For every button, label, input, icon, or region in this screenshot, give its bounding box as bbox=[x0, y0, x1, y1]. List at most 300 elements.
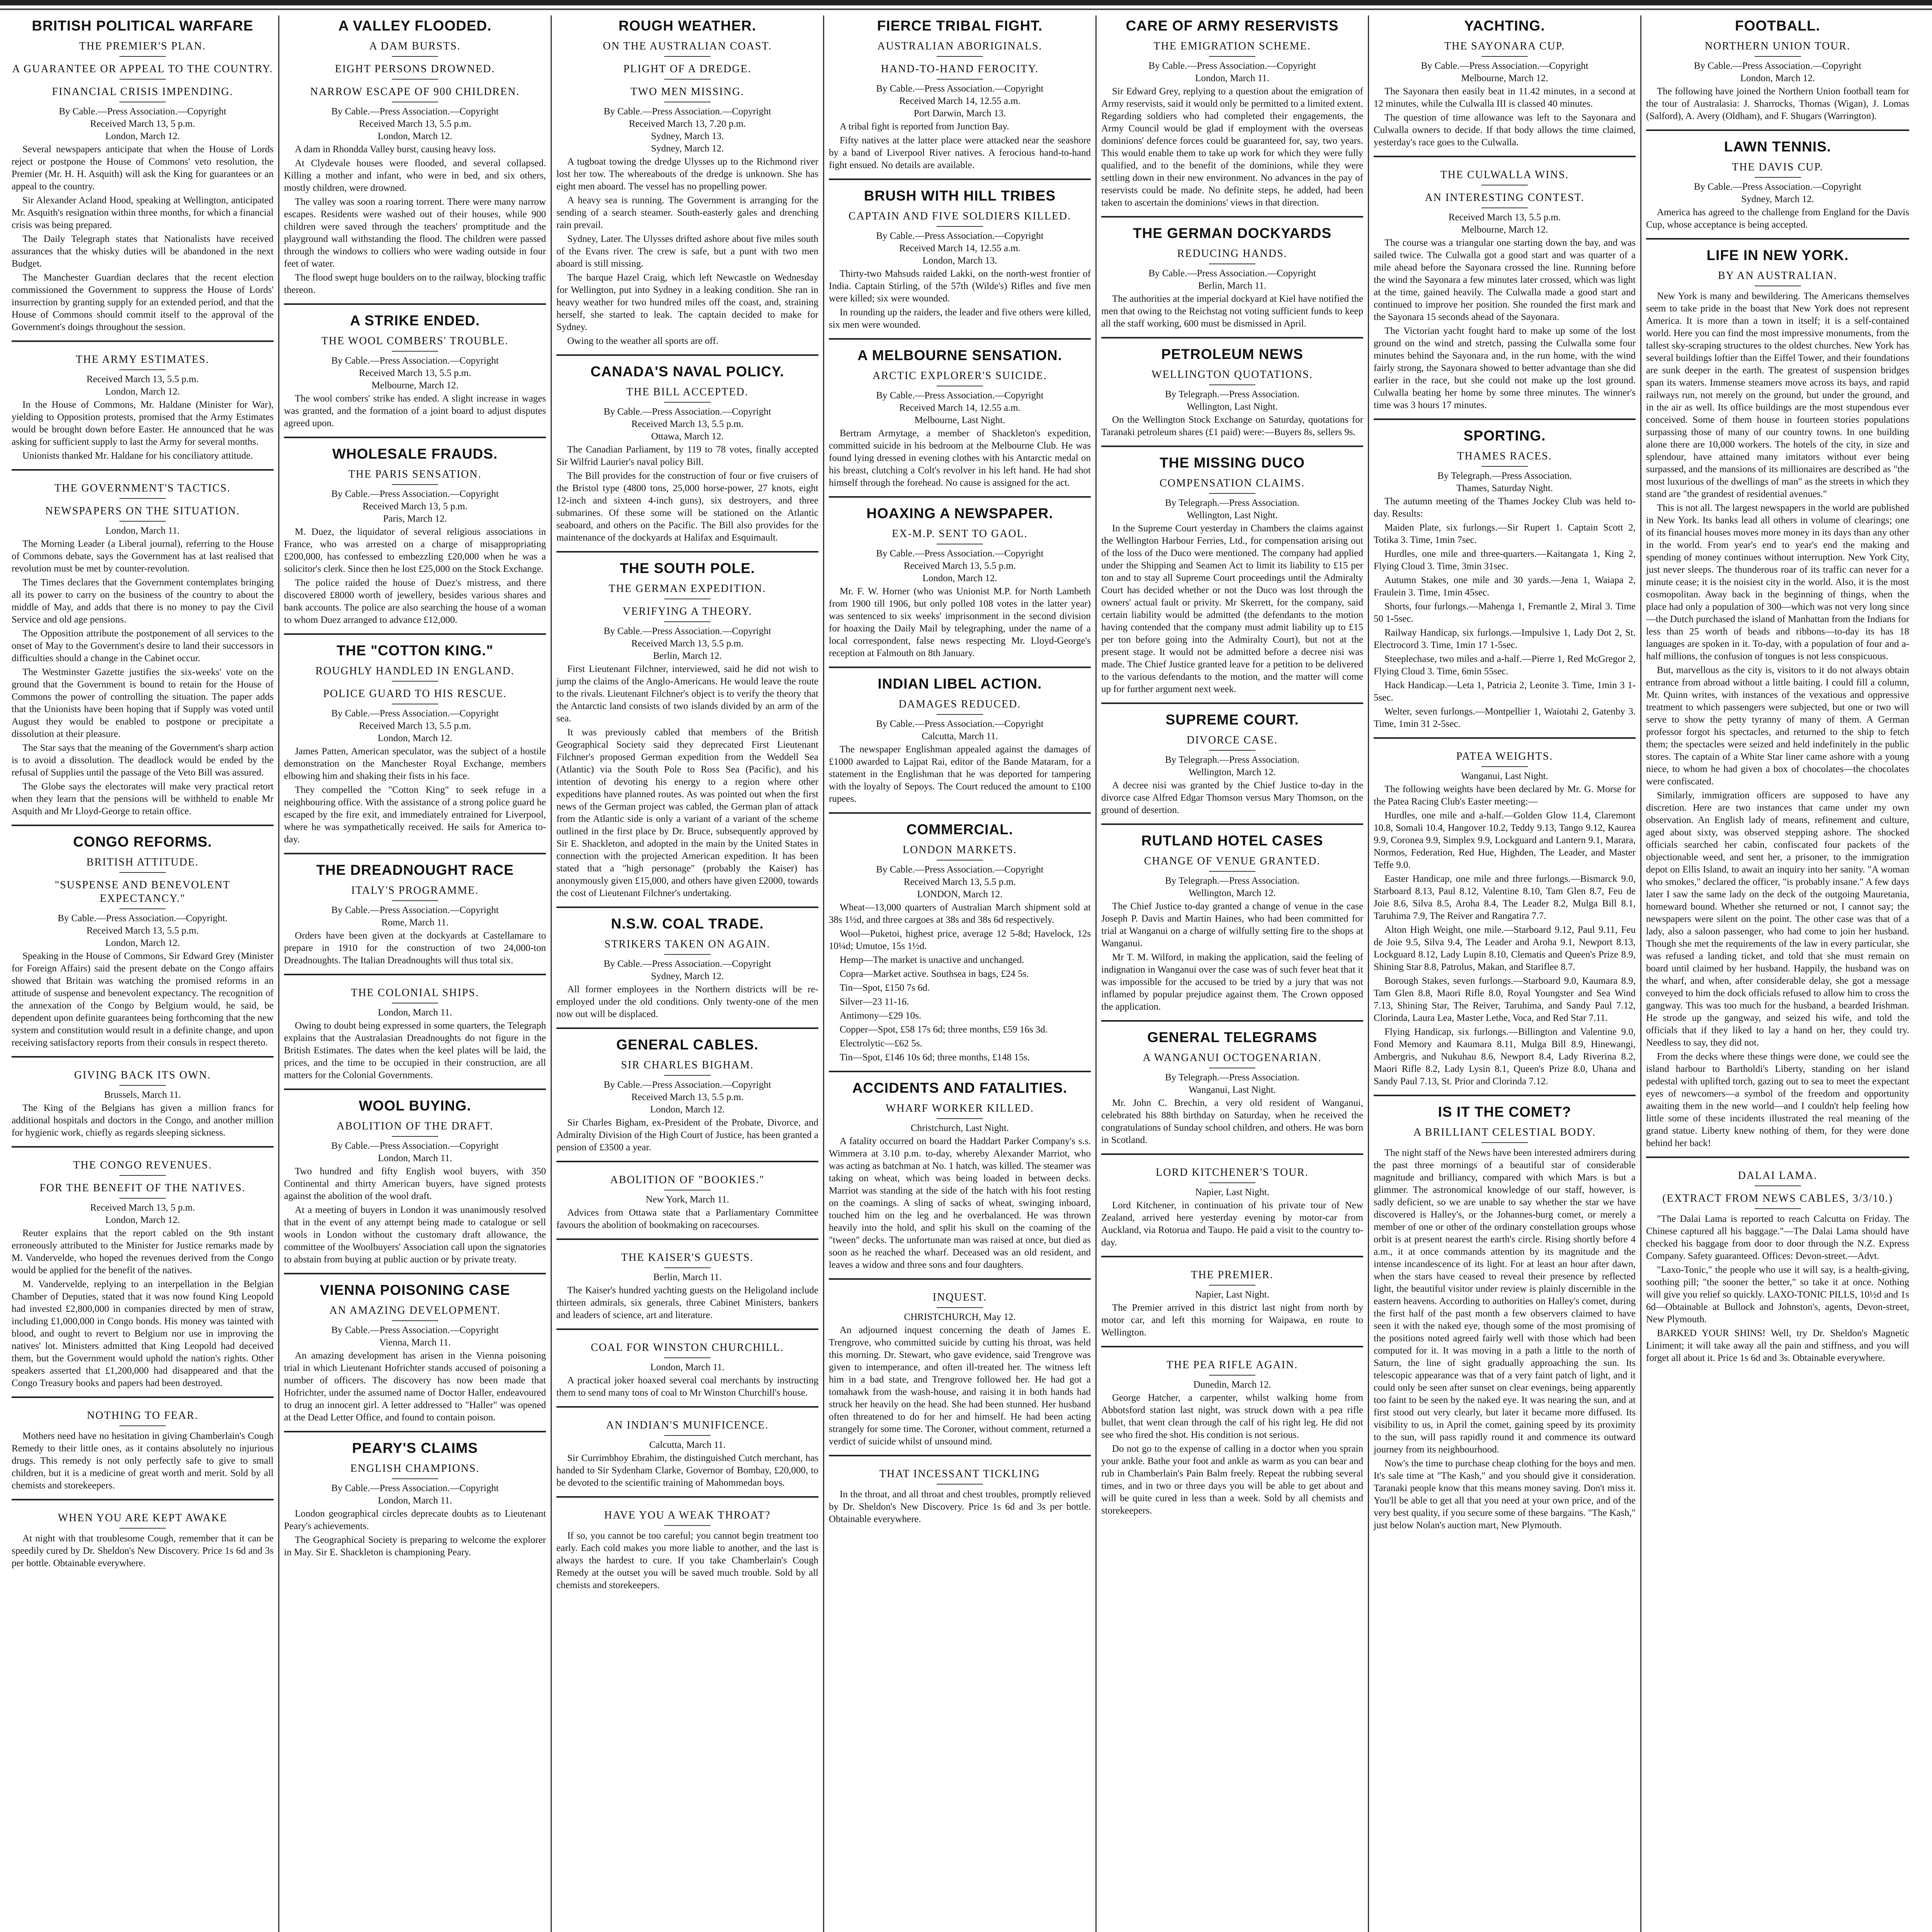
article-subhead: PLIGHT OF A DREDGE. bbox=[623, 63, 752, 75]
article-paragraph: A decree nisi was granted by the Chief Justice to-day in the divorce case Alfred Edgar Thomson versus Mary Thomson, on the ground of desertion. bbox=[1101, 780, 1363, 815]
article-dateline: Received March 13, 5.5 p.m. bbox=[903, 561, 1016, 571]
article bbox=[284, 633, 546, 846]
column-7 bbox=[1641, 15, 1914, 1932]
article-subhead: BY AN AUSTRALIAN. bbox=[1718, 270, 1838, 282]
article-dateline: Wellington, March 12. bbox=[1189, 888, 1276, 898]
article-paragraph: Sir Currimbhoy Ebrahim, the distinguished Cutch merchant, has handed to Sir Sydenham Clarke, Governor of Bombay, £20,000, to be devoted to the scientific training of Mahommedan boys. bbox=[556, 1453, 818, 1488]
article-dateline: Paris, March 12. bbox=[383, 514, 447, 524]
article-dateline: Thames, Saturday Night. bbox=[1456, 483, 1553, 493]
article-paragraph: At a meeting of buyers in London it was unanimously resolved that in the event of any attempt being made to catalogue or sell wools in London without the customary draft allowance, the committee of the Woolbuyers' Association call upon the signatories to abstain from buying at public auction or by private treaty. bbox=[284, 1205, 546, 1265]
article-paragraph: Antimony—£29 10s. bbox=[840, 1010, 922, 1021]
article bbox=[12, 1056, 274, 1139]
article-paragraph: The valley was soon a roaring torrent. There were many narrow escapes. Residents were washed out of their houses, while 900 children were saved through the teachers' promptitude and the playground wall withstanding the flood. The children were passed through the windows to colliers who were wading outside in four feet of water. bbox=[284, 197, 546, 269]
article-paragraph: The wool combers' strike has ended. A slight increase in wages was granted, and the formation of a joint board to adjust disputes agreed upon. bbox=[284, 393, 546, 429]
subhead-divider bbox=[664, 1075, 711, 1076]
article-subhead: THAMES RACES. bbox=[1457, 450, 1552, 462]
article-dateline: Received March 13, 5.5 p.m. bbox=[1448, 212, 1561, 223]
article-dateline: By Cable.—Press Association.—Copyright bbox=[331, 1325, 499, 1335]
article-dateline: Received March 14, 12.55 a.m. bbox=[899, 403, 1020, 413]
article-paragraph: A fatality occurred on board the Haddart Parker Company's s.s. Wimmera at 3.10 p.m. to-day, whereby Alexander Marriot, who was acting as batchman at No. 1 hatch, was killed. The steamer was taking on wheat, which was being loaded in between decks. Marriot was standing at the side of the hatch with his foot resting on the coamings. A sling of sacks of wheat, swinging inboard, touched him on the leg and he overbalanced. He was thrown heavily into the hold, and split his skull on the coaming of the "tween" decks. The unfortunate man was raised at once, but died as soon as he reached the wharf. Deceased was an old resident, and leaves a widow and three sons and four daughters. bbox=[829, 1136, 1091, 1270]
article-paragraph: But, marvellous as the city is, visitors to it do not always obtain entrance from abroad without a little baiting. I could fill a column, Mr. Quinn writes, with instances of the vexatious and oppressive treatment to which passengers were subjected, but one or two will serve to show the petty tyranny of many of them. A German professor forgot his spectacles, and returned to the ship to fetch them; the spectacles were seized and held indefinitely in the public stores. The captain of a White Star liner came ashore with a young niece, to whom he had given a box of chocolates—the chocolates were confiscated. bbox=[1646, 665, 1909, 787]
subhead-divider bbox=[1209, 1375, 1255, 1376]
article-dateline: Sydney, March 12. bbox=[651, 143, 724, 154]
subhead-divider bbox=[1755, 1208, 1801, 1209]
article-paragraph: Sydney, Later. The Ulysses drifted ashore about five miles south of the Evans river. The crew is safe, but a punt with two men aboard is still missing. bbox=[556, 234, 818, 269]
article-paragraph: In rounding up the raiders, the leader and five others were killed, six men were wounded. bbox=[829, 307, 1091, 330]
article-dateline: By Cable.—Press Association.—Copyright bbox=[604, 626, 771, 636]
article-paragraph: Owing to doubt being expressed in some quarters, the Telegraph explains that the Australasian Dreadnoughts do not figure in the British Estimates. The dates when the keel plates will be laid, the prices, and the time to be occupied in their construction, are all matters for the Colonial Governments. bbox=[284, 1020, 546, 1080]
article-headline: BRITISH POLITICAL WARFARE bbox=[32, 18, 253, 34]
article-paragraph: Flying Handicap, six furlongs.—Billington and Valentine 9.0, Fond Memory and Kaumara 8.11, Mulga Bill 8.9, Hinewangi, Ambergris, and Nukuhau 8.6, Newport 8.4, Lady Riverina 8.2, Maori Rifle 8.2, Lady Lysin 8.1, Queen's Prize 8.0, Uhana and Sandy Paul 7.13, St. Prior and Clorinda 7.12. bbox=[1374, 1027, 1636, 1087]
article bbox=[829, 812, 1091, 1064]
article-subhead: THE PREMIER. bbox=[1191, 1269, 1274, 1281]
article-paragraph: Lord Kitchener, in continuation of his private tour of New Zealand, arrived here yesterday evening by motor-car from Auckland, via Rotorua and Taupo. He paid a visit to the country to-day. bbox=[1101, 1200, 1363, 1248]
article-subhead: ROUGHLY HANDLED IN ENGLAND. bbox=[315, 665, 515, 677]
article-dateline: London, March 11. bbox=[378, 1153, 452, 1163]
article-paragraph: Borough Stakes, seven furlongs.—Starboard 9.0, Kaumara 8.9, Tam Glen 8.8, Maori Rifle 8.0, Royal Youngster and Sea Wind 7.13, Shining Star, The Reiver, Taruhima, and Sandy Paul 7.12, Clorinda, Laura Lea, Master Lethe, Voca, and Red Star 7.11. bbox=[1374, 976, 1636, 1023]
article-paragraph: The Premier arrived in this district last night from north by motor car, and left this morning for Waipawa, en route to Wellington. bbox=[1101, 1303, 1363, 1338]
article-headline: GENERAL TELEGRAMS bbox=[1147, 1029, 1317, 1045]
article-dateline: By Cable.—Press Association.—Copyright bbox=[876, 864, 1044, 875]
article bbox=[12, 825, 274, 1049]
article-dateline: Received March 13, 5 p.m. bbox=[362, 501, 468, 512]
article bbox=[1101, 216, 1363, 330]
article-headline: ROUGH WEATHER. bbox=[618, 18, 757, 34]
subhead-divider bbox=[937, 79, 983, 80]
article-subhead: COAL FOR WINSTON CHURCHILL. bbox=[591, 1342, 784, 1354]
article-subhead: DAMAGES REDUCED. bbox=[898, 698, 1021, 710]
article-paragraph: Sir Charles Bigham, ex-President of the Probate, Divorce, and Admiralty Division of the High Court of Justice, has been granted a pension of £3500 a year. bbox=[556, 1117, 818, 1153]
article-paragraph: Similarly, immigration officers are supposed to have any discretion. Here are two instances that came under my own observation. An English lady of means, refinement and culture, aged about sixty, was observed stepping ashore. The shocked officials searched her cabin, confiscated four packets of the objectionable weed, and sent her, a prisoner, to the immigration depot on Ellis Island, to await an inquiry into her sanity. "A woman who smokes," declared the officer, "is probably insane." A few days later I saw the same lady on the deck of the outgoing Mauretania, homeward bound. Whether she returned or not, I cannot say; the newspapers were silent on the point. The other case was that of a lady, also a saloon passenger, who had come to join her husband. Though she met the requirements of the law in every particular, she was refused a landing ticket, and told that she must remain on board until claimed by her husband. Happily, the husband was on the wharf, and when, after considerable delay, she got a message conveyed to him the dock officials refused to allow him to cross the gangway. This was too much for the husband, a bearded Irishman. He strode up the gangway, and seized his wife, and told the officials that if they liked to lay a hand on her, they could try. Needless to say, they did not. bbox=[1646, 790, 1909, 1048]
article-subhead: INQUEST. bbox=[932, 1291, 987, 1303]
subhead-divider bbox=[664, 402, 711, 403]
columns-container bbox=[7, 15, 1932, 1932]
subhead-divider bbox=[664, 1357, 711, 1358]
article-dateline: By Cable.—Press Association.—Copyright bbox=[59, 106, 226, 117]
article-subhead: HAND-TO-HAND FEROCITY. bbox=[881, 63, 1039, 75]
article-dateline: Received March 13, 5.5 p.m. bbox=[359, 368, 471, 378]
article bbox=[12, 340, 274, 462]
article-dateline: Port Darwin, March 13. bbox=[913, 108, 1006, 119]
subhead-divider bbox=[1209, 1182, 1255, 1183]
column-4 bbox=[824, 15, 1097, 1932]
subhead-divider bbox=[119, 1425, 166, 1426]
article-subhead: THE GOVERNMENT'S TACTICS. bbox=[54, 482, 231, 494]
article-dateline: London, March 11. bbox=[378, 1495, 452, 1506]
article-paragraph: The Canadian Parliament, by 119 to 78 votes, finally accepted Sir Wilfrid Laurier's naval policy Bill. bbox=[556, 444, 818, 467]
article-paragraph: The Geographical Society is preparing to welcome the explorer in May. Sir E. Shackleton is championing Peary. bbox=[284, 1535, 546, 1558]
article-dateline: LONDON, March 12. bbox=[917, 889, 1003, 900]
article-dateline: Napier, Last Night. bbox=[1195, 1289, 1269, 1300]
article-paragraph: Tin—Spot, £150 7s 6d. bbox=[840, 983, 930, 993]
subhead-divider bbox=[937, 226, 983, 227]
article-dateline: London, March 11. bbox=[105, 526, 180, 536]
article-dateline: By Cable.—Press Association.—Copyright bbox=[876, 719, 1044, 729]
article-subhead: THE ARMY ESTIMATES. bbox=[76, 354, 209, 366]
subhead-divider bbox=[1481, 1142, 1528, 1143]
article-paragraph: Copra—Market active. Southsea in bags, £24 5s. bbox=[840, 969, 1029, 979]
article-paragraph: Maiden Plate, six furlongs.—Sir Rupert 1. Captain Scott 2, Totika 3. Time, 1min 7sec. bbox=[1374, 522, 1636, 545]
article-dateline: Brussels, March 11. bbox=[104, 1090, 181, 1100]
article-dateline: London, March 12. bbox=[378, 131, 452, 141]
subhead-divider bbox=[1481, 207, 1528, 208]
article-paragraph: In the House of Commons, Mr. Haldane (Minister for War), yielding to Opposition protests, promised that the Army Estimates would be brought down before Easter. He announced that he was asking for sufficient supply to last the Army for several months. bbox=[12, 400, 274, 447]
article-dateline: Received March 14, 12.55 a.m. bbox=[899, 96, 1020, 106]
article-dateline: By Telegraph.—Press Association. bbox=[1165, 876, 1299, 886]
article-paragraph: Hemp—The market is unactive and unchanged. bbox=[840, 955, 1024, 965]
article-paragraph: Mr. John C. Brechin, a very old resident of Wanganui, celebrated his 88th birthday on Saturday, when he received the congratulations of Sunday school children, and others. He was born in Scotland. bbox=[1101, 1098, 1363, 1145]
article-headline: YACHTING. bbox=[1464, 18, 1545, 34]
article bbox=[556, 354, 818, 544]
article-subhead: THE PEA RIFLE AGAIN. bbox=[1166, 1359, 1298, 1371]
article bbox=[284, 974, 546, 1082]
article-subhead: BRITISH ATTITUDE. bbox=[86, 856, 199, 868]
article bbox=[12, 1146, 274, 1389]
article-headline: A STRIKE ENDED. bbox=[350, 313, 480, 328]
subhead-divider bbox=[392, 900, 438, 901]
article-dateline: By Cable.—Press Association.—Copyright bbox=[604, 406, 771, 417]
article-dateline: Dunedin, March 12. bbox=[1193, 1379, 1271, 1390]
article-dateline: London, March 11. bbox=[650, 1362, 725, 1372]
article-dateline: Wellington, March 12. bbox=[1189, 767, 1276, 777]
article-headline: THE MISSING DUCO bbox=[1160, 455, 1305, 471]
article-dateline: Wellington, Last Night. bbox=[1187, 510, 1278, 520]
article-subhead: THE BILL ACCEPTED. bbox=[626, 386, 748, 398]
article-paragraph: The following have joined the Northern Union football team for the tour of Australasia: J. Sharrocks, Thomas (Wigan), J. Lomas (Salford), A. Avery (Oldham), and F. Shugars (Warrington). bbox=[1646, 86, 1909, 121]
article-headline: CONGO REFORMS. bbox=[73, 834, 212, 850]
subhead-divider bbox=[392, 1136, 438, 1137]
article bbox=[1374, 18, 1636, 149]
article bbox=[829, 1278, 1091, 1448]
article-paragraph: A dam in Rhondda Valley burst, causing heavy loss. bbox=[295, 144, 496, 155]
article-dateline: Melbourne, Last Night. bbox=[914, 415, 1005, 425]
subhead-divider bbox=[1481, 56, 1528, 57]
article-subhead: THAT INCESSANT TICKLING bbox=[879, 1468, 1041, 1480]
article-dateline: Received March 14, 12.55 a.m. bbox=[899, 243, 1020, 253]
subhead-divider bbox=[392, 56, 438, 57]
article-dateline: Received March 13, 5.5 p.m. bbox=[359, 119, 471, 129]
subhead-divider bbox=[664, 1525, 711, 1526]
article-paragraph: George Hatcher, a carpenter, whilst walking home from Abbotsford station last night, was struck down with a pea rifle bullet, that went clean through the calf of his right leg. He did not see who fired the shot. His condition is not serious. bbox=[1101, 1393, 1363, 1440]
article-subhead: A BRILLIANT CELESTIAL BODY. bbox=[1413, 1126, 1596, 1138]
article-subhead: WELLINGTON QUOTATIONS. bbox=[1151, 369, 1313, 381]
article-subhead: VERIFYING A THEORY. bbox=[622, 605, 752, 617]
article-dateline: By Cable.—Press Association.—Copyright bbox=[331, 708, 499, 719]
article-paragraph: Wool—Puketoi, highest price, average 12 5-8d; Havelock, 12s 10¼d; Umutoe, 15s 1½d. bbox=[829, 929, 1091, 951]
article-headline: A VALLEY FLOODED. bbox=[338, 18, 492, 34]
article-paragraph: "Laxo-Tonic," the people who use it will say, is a health-giving, soothing pill; "the sooner the better," so take it at once. Nothing will give you relief so quickly. LAXO-TONIC PILLS, 10½d and 1s 6d—Obtainable at Bullock and Johnston's, agents, Devon-street, New Plymouth. bbox=[1646, 1265, 1909, 1325]
article bbox=[556, 1406, 818, 1489]
article bbox=[12, 1499, 274, 1570]
article-paragraph: Silver—23 11-16. bbox=[840, 997, 909, 1007]
subhead-divider bbox=[1209, 493, 1255, 494]
article-dateline: Calcutta, March 11. bbox=[649, 1440, 726, 1450]
subhead-divider bbox=[1209, 56, 1255, 57]
article-paragraph: James Patten, American speculator, was the subject of a hostile demonstration on the Manchester Royal Exchange, members elbowing him and shaking their fists in his face. bbox=[284, 746, 546, 781]
article-dateline: Sydney, March 13. bbox=[651, 131, 724, 141]
article-paragraph: The Daily Telegraph states that Nationalists have received assurances that the whisky duties will be abandoned in the next Budget. bbox=[12, 234, 274, 269]
subhead-divider bbox=[664, 1435, 711, 1436]
article-dateline: Received March 13, 5.5 p.m. bbox=[631, 419, 744, 429]
article-paragraph: Mr T. M. Wilford, in making the application, said the feeling of indignation in Wanganui over the case was of such fever heat that it was impossible for the accused to be tried by a jury that was not inflamed by popular prejudice against them. The Crown opposed the application. bbox=[1101, 952, 1363, 1012]
article-dateline: Berlin, March 12. bbox=[653, 651, 722, 661]
article-paragraph: This is not all. The largest newspapers in the world are published in New York. Its banks lead all others in volume of clearings; one of its financial houses moves more money in its days than any other in the world. From year's end to year's end the making and spending of money continues without interruption. New York City, just never sleeps. The thunderous roar of its traffic can never for a minute cease; it is the noisiest city in the world. Also, it is the most cosmopolitan. Away back in the beginning of things, when the place had only a population of 300—which was not very long since—the Dutch purchased the island of Manhattan from the Indians for less than 25 worth of beads and ribbons—to-day its has 18 languages are spoken in it. To-day, with a population of four and a-half millions, the confusion of tongues is not less conspicuous. bbox=[1646, 503, 1909, 662]
article-dateline: By Telegraph.—Press Association. bbox=[1165, 1072, 1299, 1083]
article-subhead: SIR CHARLES BIGHAM. bbox=[621, 1059, 754, 1071]
article-paragraph: A tribal fight is reported from Junction Bay. bbox=[840, 121, 1009, 132]
subhead-divider bbox=[1481, 466, 1528, 467]
article-paragraph: Tin—Spot, £146 10s 6d; three months, £148 15s. bbox=[840, 1052, 1030, 1063]
article-subhead: ABOLITION OF THE DRAFT. bbox=[337, 1120, 493, 1132]
article bbox=[829, 179, 1091, 331]
subhead-divider bbox=[664, 79, 711, 80]
subhead-divider bbox=[937, 860, 983, 861]
article-subhead: LONDON MARKETS. bbox=[903, 844, 1017, 856]
article bbox=[1374, 737, 1636, 1088]
subhead-divider bbox=[1755, 1185, 1801, 1186]
article-paragraph: "The Dalai Lama is reported to reach Calcutta on Friday. The Chinese captured all his baggage."—The Dalai Lama should have checked his baggage from door to door through the N.Z. Express Company. Safety guaranteed. Offices: Devon-street.—Advt. bbox=[1646, 1214, 1909, 1261]
article bbox=[284, 18, 546, 296]
article-dateline: London, March 12. bbox=[1740, 73, 1815, 83]
article-dateline: London, March 12. bbox=[105, 386, 180, 397]
article-paragraph: An amazing development has arisen in the Vienna poisoning trial in which Lieutenant Hofrichter stands accused of poisoning a number of officers. The discovery has now been made that Hofrichter, under the assumed name of Doctor Haller, endeavoured to drug an innocent girl. A letter addressed to "Haller" was opened at the Dead Letter Office, and found to contain poison. bbox=[284, 1350, 546, 1423]
article-dateline: By Cable.—Press Association.—Copyright bbox=[876, 83, 1044, 94]
article-dateline: By Cable.—Press Association.—Copyright bbox=[331, 355, 499, 366]
subhead-divider bbox=[392, 1320, 438, 1321]
article-subhead: ITALY'S PROGRAMME. bbox=[351, 884, 479, 896]
article-paragraph: M. Vandervelde, replying to an interpellation in the Belgian Chamber of Deputies, stated that it was now found King Leopold had invested £2,800,000 in companies directed by men of straw, including £1,000,000 in Congo bonds. His money was tainted with blood, and ought to revert to Belgium nor use in improving the natives' lot. Ministers admitted that King Leopold had deceived them, but the Government would uphold the nation's rights. Other speakers asserted that £1,200,000 had disappeared and that the Congo Treasury books and papers had been destroyed. bbox=[12, 1279, 274, 1388]
article bbox=[1646, 238, 1909, 1150]
article bbox=[1374, 156, 1636, 412]
article-paragraph: New York is many and bewildering. The Americans themselves seem to take pride in the boast that New York does not represent America. It is more than a town in itself; it is a self-contained world. Here you can find the most impressive monuments, from the tallest sky-scraping structures to the oldest churches. New York has several buildings loftier than the Eiffel Tower, and their foundations are sunk deeper in the earth. The greatest of suspension bridges span its waters. Immense steamers move across its bays, and rapid railways run, not merely on the ground, but under the ground, and in the air as well. Its office buildings are the most stupendous ever conceived. Some of them house in fourteen stories populations surpassing those of many of our country towns. In one building alone there are 10,000 workers. The hotels of the city, in size and splendour, have attained many imitators without ever being surpassed, and the mansions of its millionaires are described as "the most luxurious of the dwellings of man" as the streets in which they stand are "the grandest of residential avenues." bbox=[1646, 291, 1909, 499]
article-paragraph: Reuter explains that the report cabled on the 9th instant erroneously attributed to the Minister for Justice remarks made by M. Vandervelde, who hoped the revenues derived from the Congo would be applied for the benefit of the natives. bbox=[12, 1228, 274, 1276]
subhead-divider bbox=[1209, 384, 1255, 385]
article-dateline: By Telegraph.—Press Association. bbox=[1165, 755, 1299, 765]
article-subhead: STRIKERS TAKEN ON AGAIN. bbox=[604, 938, 770, 950]
article-paragraph: Several newspapers anticipate that when the House of Lords reject or postpone the House of Commons' veto resolution, the Premier (Mr. H. H. Asquith) will ask the King for guarantees or an appeal to the country. bbox=[12, 144, 274, 192]
article-subhead: PATEA WEIGHTS. bbox=[1456, 750, 1553, 762]
article-paragraph: Owing to the weather all sports are off. bbox=[567, 336, 719, 346]
subhead-divider bbox=[392, 484, 438, 485]
article-paragraph: Welter, seven furlongs.—Montpellier 1, Waiotahi 2, Gatenby 3. Time, 1min 31 2-5sec. bbox=[1374, 706, 1636, 729]
article-subhead: DALAI LAMA. bbox=[1738, 1170, 1818, 1182]
article-paragraph: Speaking in the House of Commons, Sir Edward Grey (Minister for Foreign Affairs) said the present debate on the Congo affairs showed that Britain was watching the promised reforms in an attitude of suspense and benevolent expectancy. The recognition of the annexation of the Congo by Belgium would, he said, be dependent upon definite guarantees being forthcoming that the new system and constitution would result in a definite change, and upon receiving satisfactory reports from their consuls in respect thereto. bbox=[12, 951, 274, 1048]
article-paragraph: Unionists thanked Mr. Haldane for his conciliatory attitude. bbox=[22, 451, 253, 461]
subhead-divider bbox=[392, 79, 438, 80]
article-subhead: AUSTRALIAN ABORIGINALS. bbox=[877, 40, 1043, 52]
subhead-divider bbox=[664, 621, 711, 622]
article-paragraph: The flood swept huge boulders on to the railway, blocking traffic thereon. bbox=[284, 272, 546, 295]
article-subhead: NARROW ESCAPE OF 900 CHILDREN. bbox=[310, 86, 520, 98]
article-paragraph: The Chief Justice to-day granted a change of venue in the case Joseph P. Davis and Martin Haines, who had been committed for trial at Wanganui on a charge of wilfully setting fire to the shops at Wanganui. bbox=[1101, 901, 1363, 949]
article-subhead: LORD KITCHENER'S TOUR. bbox=[1156, 1167, 1309, 1179]
masthead-rule-thin bbox=[0, 9, 1932, 10]
article bbox=[1101, 18, 1363, 209]
article bbox=[556, 1161, 818, 1231]
article-subhead: THE PARIS SENSATION. bbox=[348, 468, 482, 480]
article-paragraph: The barque Hazel Craig, which left Newcastle on Wednesday for Wellington, put into Sydney in a leaking condition. She ran in heavy weather for two hundred miles off the coast, and, straining herself, she started to leak. The captain decided to make for Sydney. bbox=[556, 272, 818, 332]
article-paragraph: The Bill provides for the construction of four or five cruisers of the Bristol type (4800 tons, 25,000 horse-power, 27 knots, eight 12-inch and sixteen 4-inch guns), six destroyers, and three submarines. Of these some will be stationed on the Atlantic seaboard, and others on the Pacific. The Bill also provides for the maintenance of the dockyards at Halifax and Esquimault. bbox=[556, 471, 818, 543]
article bbox=[829, 18, 1091, 172]
subhead-divider bbox=[664, 1267, 711, 1268]
article bbox=[284, 1273, 546, 1424]
article-subhead: ABOLITION OF "BOOKIES." bbox=[610, 1174, 765, 1186]
article-paragraph: The King of the Belgians has given a million francs for additional hospitals and doctors in the Congo, and another million for hygienic work, chiefly as regards sleeping sickness. bbox=[12, 1103, 274, 1138]
subhead-divider bbox=[392, 351, 438, 352]
article-dateline: Received March 13, 5.5 p.m. bbox=[86, 374, 199, 384]
article-dateline: Wanganui, Last Night. bbox=[1189, 1085, 1276, 1095]
article-paragraph: M. Duez, the liquidator of several religious associations in France, who was arrested on a charge of misappropriating £200,000, has confessed to embezzling £20,000 when he was a solicitor's clerk. Since then he lost £25,000 on the Stock Exchange. bbox=[284, 527, 546, 574]
subhead-divider bbox=[119, 521, 166, 522]
column-3 bbox=[552, 15, 824, 1932]
article-dateline: By Cable.—Press Association.—Copyright bbox=[876, 548, 1044, 559]
article-paragraph: Two hundred and fifty English wool buyers, with 350 Continental and thirty American buyers, have signed protests against the abolition of the wool draft. bbox=[284, 1166, 546, 1201]
article-paragraph: The Morning Leader (a Liberal journal), referring to the House of Commons debate, says the Government has at last realised that revolution must be met by counter-revolution. bbox=[12, 539, 274, 574]
article-dateline: By Cable.—Press Association.—Copyright bbox=[331, 106, 499, 117]
article-subhead: THE COLONIAL SHIPS. bbox=[351, 987, 479, 999]
article bbox=[829, 667, 1091, 805]
subhead-divider bbox=[119, 369, 166, 370]
article-subhead: NEWSPAPERS ON THE SITUATION. bbox=[45, 505, 240, 517]
article-dateline: Received March 13, 5.5 p.m. bbox=[359, 721, 471, 731]
article-headline: GENERAL CABLES. bbox=[616, 1037, 759, 1053]
column-6 bbox=[1369, 15, 1641, 1932]
article-subhead: (EXTRACT FROM NEWS CABLES, 3/3/10.) bbox=[1662, 1192, 1893, 1204]
article-dateline: By Cable.—Press Association.—Copyright bbox=[1148, 61, 1316, 71]
article-dateline: Sydney, March 12. bbox=[1741, 194, 1814, 204]
article-paragraph: Copper—Spot, £58 17s 6d; three months, £59 16s 3d. bbox=[840, 1024, 1048, 1035]
article bbox=[1101, 337, 1363, 439]
article-paragraph: The Westminster Gazette justifies the six-weeks' vote on the ground that the Government is bound to retain for the House of Commons the power of controlling the situation. The paper adds that the Unionists have been hoping that if Supply was voted until August they would be enabled to postpone or precipitate a dissolution at their pleasure. bbox=[12, 667, 274, 739]
article-dateline: By Telegraph.—Press Association. bbox=[1165, 498, 1299, 508]
subhead-divider bbox=[119, 1085, 166, 1086]
article-paragraph: The course was a triangular one starting down the bay, and was sailed twice. The Culwalla got a good start and was quarter of a mile ahead before the Sayonara crossed the line. Running before the wind the Sayonara a few minutes later crossed, which was light at the time, gained heavily. The Culwalla made a good start and continued to improve her position. She rounded the first mark and the Sayonara 15 seconds ahead of the Sayonara. bbox=[1374, 238, 1636, 322]
article-subhead: THE WOOL COMBERS' TROUBLE. bbox=[321, 335, 509, 347]
article-paragraph: Bertram Armytage, a member of Shackleton's expedition, committed suicide in his bedroom at the Melbourne Club. He was found lying dressed in evening clothes with his Antarctic medal on his breast, clutching a Colt's revolver in his left hand. He had shot himself through the forehead. No cause is assigned for the act. bbox=[829, 428, 1091, 488]
article-paragraph: Steeplechase, two miles and a-half.—Pierre 1, Red McGregor 2, Flying Cloud 3. Time, 6min 55sec. bbox=[1374, 654, 1636, 677]
article-paragraph: In the throat, and all throat and chest troubles, promptly relieved by Dr. Sheldon's New Discovery. Price 1s 6d and 3s per bottle. Obtainable everywhere. bbox=[829, 1489, 1091, 1524]
article-dateline: By Cable.—Press Association.—Copyright bbox=[1148, 268, 1316, 279]
article-paragraph: The Kaiser's hundred yachting guests on the Heligoland include thirteen admirals, six generals, three Cabinet Ministers, bankers and leaders of science, art and literature. bbox=[556, 1285, 818, 1320]
article-paragraph: Railway Handicap, six furlongs.—Impulsive 1, Lady Dot 2, St. Electrocord 3. Time, 1min 17 1-5sec. bbox=[1374, 628, 1636, 650]
article bbox=[556, 551, 818, 900]
article-subhead: WHEN YOU ARE KEPT AWAKE bbox=[58, 1512, 228, 1524]
article-dateline: By Cable.—Press Association.—Copyright bbox=[1421, 61, 1588, 71]
article bbox=[1101, 823, 1363, 1013]
article-headline: N.S.W. COAL TRADE. bbox=[611, 916, 764, 932]
article-dateline: Received March 13, 5 p.m. bbox=[90, 119, 195, 129]
article-dateline: London, March 11. bbox=[378, 1007, 452, 1018]
article-paragraph: Thirty-two Mahsuds raided Lakki, on the north-west frontier of India. Captain Stirling, of the 57th (Wilde's) Rifles and five men were killed; six were wounded. bbox=[829, 269, 1091, 304]
article-subhead: HAVE YOU A WEAK THROAT? bbox=[604, 1509, 771, 1521]
article-paragraph: A practical joker hoaxed several coal merchants by instructing them to send many tons of coal to Mr Winston Churchill's house. bbox=[556, 1375, 818, 1398]
article-dateline: By Cable.—Press Association.—Copyright bbox=[331, 1483, 499, 1493]
subhead-divider bbox=[119, 872, 166, 873]
article-dateline: Berlin, March 11. bbox=[1198, 281, 1267, 291]
article-subhead: A WANGANUI OCTOGENARIAN. bbox=[1143, 1052, 1322, 1064]
article-paragraph: The newspaper Englishman appealed against the damages of £1000 awarded to Lajpat Rai, editor of the Bande Mataram, for a statement in the Englishman that he was deported for tampering with the loyalty of Sepoys. The Court reduced the amount to £100 rupees. bbox=[829, 744, 1091, 804]
article-paragraph: From the decks where these things were done, we could see the island harbour to Bartholdi's Liberty, standing on her island pedestal with uplifted torch, gazing out to sea to meet the expectant eyes of newcomers—a symbol of the freedom and opportunity awaiting them in the new world—and I couldn't help feeling how little some of these incidents illustrated the real meaning of the grand statue. Liberty knew nothing of them, for they were done behind her back! bbox=[1646, 1051, 1909, 1148]
article-paragraph: Sir Alexander Acland Hood, speaking at Wellington, anticipated Mr. Asquith's resignation within three months, for which a financial crisis was being prepared. bbox=[12, 195, 274, 230]
article bbox=[1101, 702, 1363, 816]
article bbox=[284, 1088, 546, 1266]
article bbox=[1101, 1153, 1363, 1249]
subhead-divider bbox=[119, 498, 166, 499]
masthead-rule bbox=[0, 0, 1932, 5]
article-subhead: THE CULWALLA WINS. bbox=[1440, 169, 1569, 181]
article-subhead: THE PREMIER'S PLAN. bbox=[79, 40, 206, 52]
article-paragraph: Mr. F. W. Horner (who was Unionist M.P. for North Lambeth from 1900 till 1906, but only polled 108 votes in the latter year) was sentenced to six weeks' imprisonment in the second division for hoaxing the Daily Mail by telegraphing, under the name of a local correspondent, false news respecting Mr. Lloyd-George's reception at Falmouth on 8th January. bbox=[829, 586, 1091, 658]
article-headline: INDIAN LIBEL ACTION. bbox=[878, 676, 1042, 692]
article-dateline: Rome, March 11. bbox=[381, 917, 449, 928]
article bbox=[1101, 1346, 1363, 1517]
article-dateline: London, March 13. bbox=[922, 255, 997, 266]
article-paragraph: BARKED YOUR SHINS! Well, try Dr. Sheldon's Magnetic Liniment; it will take away all the pain and stiffness, and you will forget all about it. Price 1s 6d and 3s. Obtainable everywhere. bbox=[1646, 1328, 1909, 1363]
article-subhead: THE KAISER'S GUESTS. bbox=[621, 1252, 754, 1264]
article-subhead: TWO MEN MISSING. bbox=[630, 86, 745, 98]
article bbox=[1101, 1020, 1363, 1146]
article-headline: THE SOUTH POLE. bbox=[619, 560, 755, 576]
article-paragraph: The police raided the house of Duez's mistress, and there discovered £8000 worth of jewellery, besides various shares and bank accounts. The police are also searching the house of a woman to whom Duez arranged to advance £12,000. bbox=[284, 578, 546, 625]
article-headline: FOOTBALL. bbox=[1735, 18, 1820, 34]
article-paragraph: Easter Handicap, one mile and three furlongs.—Bismarck 9.0, Starboard 8.13, Paul 8.12, Valentine 8.10, Tam Glen 8.7, Feu de Joie 8.6, Silva 8.5, Aroha 8.4, The Leader 8.2, Mulga Bill 8.1, Taruhima 7.9, The Reiver and Rangatira 7.7. bbox=[1374, 874, 1636, 921]
article bbox=[1101, 1256, 1363, 1339]
article-dateline: By Telegraph.—Press Association. bbox=[1165, 389, 1299, 400]
article bbox=[1646, 1156, 1909, 1364]
article-paragraph: London geographical circles deprecate doubts as to Lieutenant Peary's achievements. bbox=[284, 1509, 546, 1531]
article-paragraph: Autumn Stakes, one mile and 30 yards.—Jena 1, Waiapa 2, Fraulein 3. Time, 1min 45sec. bbox=[1374, 575, 1636, 598]
article-dateline: Received March 13, 7.20 p.m. bbox=[629, 119, 746, 129]
article-paragraph: Hack Handicap.—Leta 1, Patricia 2, Leonite 3. Time, 1min 3 1-5sec. bbox=[1374, 680, 1636, 703]
article bbox=[284, 303, 546, 430]
article-headline: THE DREADNOUGHT RACE bbox=[316, 862, 514, 878]
article-subhead: EX-M.P. SENT TO GAOL. bbox=[892, 528, 1028, 540]
article-dateline: Sydney, March 12. bbox=[651, 971, 724, 981]
article-paragraph: The Globe says the electorates will make very practical retort when they learn that the pensions will be withheld to enable Mr Asquith and Mr Lloyd-George to retain office. bbox=[12, 781, 274, 816]
article-headline: PETROLEUM NEWS bbox=[1161, 346, 1303, 362]
article-subhead: A DAM BURSTS. bbox=[369, 40, 461, 52]
subhead-divider bbox=[664, 954, 711, 955]
subhead-divider bbox=[119, 908, 166, 909]
article-paragraph: It was previously cabled that members of the British Geographical Society said they deprecated First Lieutenant Filchner's proposed German expedition from the Weddell Sea (Atlantic) via the South Pole to Ross Sea (Pacific), and his intention of devoting his energy to a region where other expeditions have planned routes. As was pointed out when the first news of the German project was cabled, the German plan of attack from the Atlantic side is only a variant of a variant of the scheme outlined in the first place by Dr. Bruce, subsequently approved by Sir E. Shackleton, and adopted in the main by the United States in connection with the projected American expedition. It has been stated that a "high personage" (probably the Kaiser) has anonymously given £15,000, and others have given £2000, towards the cost of Lieutenant Filchner's undertaking. bbox=[556, 727, 818, 898]
article-paragraph: Now's the time to purchase cheap clothing for the boys and men. It's sale time at "The Kash," and you should give it consideration. Taranaki people know that this means money saving. Don't miss it. You'll be able to get all that you need at your own price, and of the very best quality, if you secure some of these bargains. "The Kash," just below Nolan's auction mart, New Plymouth. bbox=[1374, 1458, 1636, 1531]
article-subhead: COMPENSATION CLAIMS. bbox=[1159, 477, 1305, 489]
article-headline: VIENNA POISONING CASE bbox=[320, 1282, 510, 1298]
article-paragraph: At night with that troublesome Cough, remember that it can be speedily cured by Dr. Sheldon's New Discovery. Price 1s 6d and 3s per bottle. Obtainable everywhere. bbox=[12, 1533, 274, 1568]
article-headline: RUTLAND HOTEL CASES bbox=[1141, 833, 1323, 849]
article-headline: CARE OF ARMY RESERVISTS bbox=[1126, 18, 1339, 34]
article-dateline: Wellington, Last Night. bbox=[1187, 401, 1278, 412]
article-paragraph: Wheat—13,000 quarters of Australian March shipment sold at 38s 1½d, and three cargoes at 38s and 38s 6d respectively. bbox=[829, 902, 1091, 925]
article-subhead: THE GERMAN EXPEDITION. bbox=[609, 583, 766, 595]
article-dateline: By Cable.—Press Association.—Copyright bbox=[876, 390, 1044, 401]
subhead-divider bbox=[1209, 871, 1255, 872]
article-subhead: ENGLISH CHAMPIONS. bbox=[350, 1463, 480, 1475]
article-paragraph: Fifty natives at the latter place were attacked near the seashore by a band of Liverpool River natives. A ferocious hand-to-hand fight ensued. No details are available. bbox=[829, 135, 1091, 170]
article-dateline: Vienna, March 11. bbox=[379, 1337, 451, 1348]
article-dateline: By Cable.—Press Association.—Copyright bbox=[604, 106, 771, 117]
article bbox=[1374, 1095, 1636, 1532]
article-dateline: By Cable.—Press Association.—Copyright bbox=[331, 489, 499, 499]
subhead-divider bbox=[119, 56, 166, 57]
article-dateline: Wanganui, Last Night. bbox=[1461, 771, 1548, 781]
subhead-divider bbox=[937, 1307, 983, 1308]
article-dateline: Received March 13, 5.5 p.m. bbox=[631, 1092, 744, 1102]
article-subhead: ON THE AUSTRALIAN COAST. bbox=[603, 40, 772, 52]
article bbox=[1646, 18, 1909, 122]
subhead-divider bbox=[937, 714, 983, 715]
subhead-divider bbox=[664, 56, 711, 57]
